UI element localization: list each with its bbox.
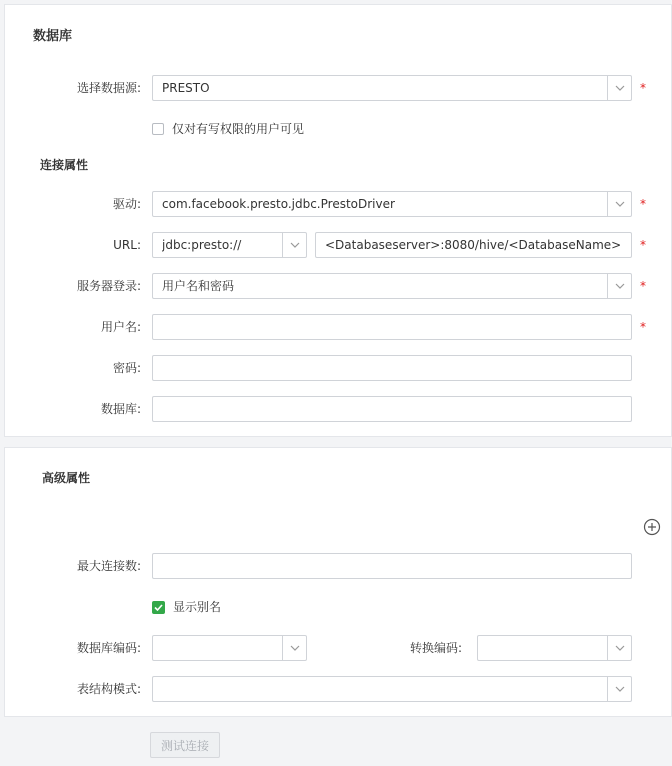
url-prefix-value: jdbc:presto://: [162, 238, 242, 252]
chevron-down-icon[interactable]: [282, 233, 306, 257]
connection-section-title: 连接属性: [40, 158, 89, 172]
database-label: 数据库:: [100, 402, 141, 416]
convert-encoding-label: 转换编码:: [409, 641, 462, 655]
database-panel: [4, 4, 672, 437]
driver-value: com.facebook.presto.jdbc.PrestoDriver: [162, 197, 395, 211]
max-connections-label: 最大连接数:: [76, 559, 141, 573]
chevron-down-icon[interactable]: [607, 677, 631, 701]
plus-circle-icon[interactable]: [643, 518, 661, 536]
database-input[interactable]: [152, 396, 632, 422]
chevron-down-icon[interactable]: [607, 192, 631, 216]
driver-select[interactable]: [152, 191, 632, 217]
db-encoding-label: 数据库编码:: [76, 641, 141, 655]
advanced-panel: [4, 447, 672, 717]
advanced-section-title: 高级属性: [42, 471, 91, 485]
check-icon: [154, 604, 163, 611]
chevron-down-icon[interactable]: [607, 76, 631, 100]
password-field[interactable]: [153, 356, 631, 380]
max-connections-field[interactable]: [153, 554, 631, 578]
chevron-down-icon[interactable]: [282, 636, 306, 660]
url-input[interactable]: [315, 232, 632, 258]
max-connections-input[interactable]: [152, 553, 632, 579]
driver-label: 驱动:: [112, 197, 141, 211]
schema-mode-label: 表结构模式:: [76, 682, 141, 696]
required-mark: *: [640, 238, 646, 252]
db-encoding-select[interactable]: [152, 635, 307, 661]
write-permission-label: 仅对有写权限的用户可见: [172, 122, 305, 136]
convert-encoding-select[interactable]: [477, 635, 632, 661]
chevron-down-icon[interactable]: [607, 636, 631, 660]
show-alias-checkbox[interactable]: [152, 601, 165, 614]
username-input[interactable]: [152, 314, 632, 340]
required-mark: *: [640, 197, 646, 211]
test-connection-button[interactable]: 测试连接: [150, 732, 220, 758]
password-input[interactable]: [152, 355, 632, 381]
required-mark: *: [640, 81, 646, 95]
url-field[interactable]: [316, 233, 631, 257]
login-value: 用户名和密码: [162, 279, 235, 293]
datasource-label: 选择数据源:: [76, 81, 141, 95]
datasource-value: PRESTO: [162, 81, 210, 95]
required-mark: *: [640, 279, 646, 293]
schema-mode-select[interactable]: [152, 676, 632, 702]
username-field[interactable]: [153, 315, 631, 339]
write-permission-checkbox[interactable]: [152, 123, 164, 135]
login-select[interactable]: [152, 273, 632, 299]
url-prefix-select[interactable]: [152, 232, 307, 258]
required-mark: *: [640, 320, 646, 334]
chevron-down-icon[interactable]: [607, 274, 631, 298]
panel-title: 数据库: [33, 29, 73, 44]
login-label: 服务器登录:: [76, 279, 141, 293]
show-alias-label: 显示别名: [173, 600, 222, 614]
password-label: 密码:: [112, 361, 141, 375]
database-field[interactable]: [153, 397, 631, 421]
url-label: URL:: [113, 238, 141, 252]
datasource-select[interactable]: [152, 75, 632, 101]
username-label: 用户名:: [100, 320, 141, 334]
